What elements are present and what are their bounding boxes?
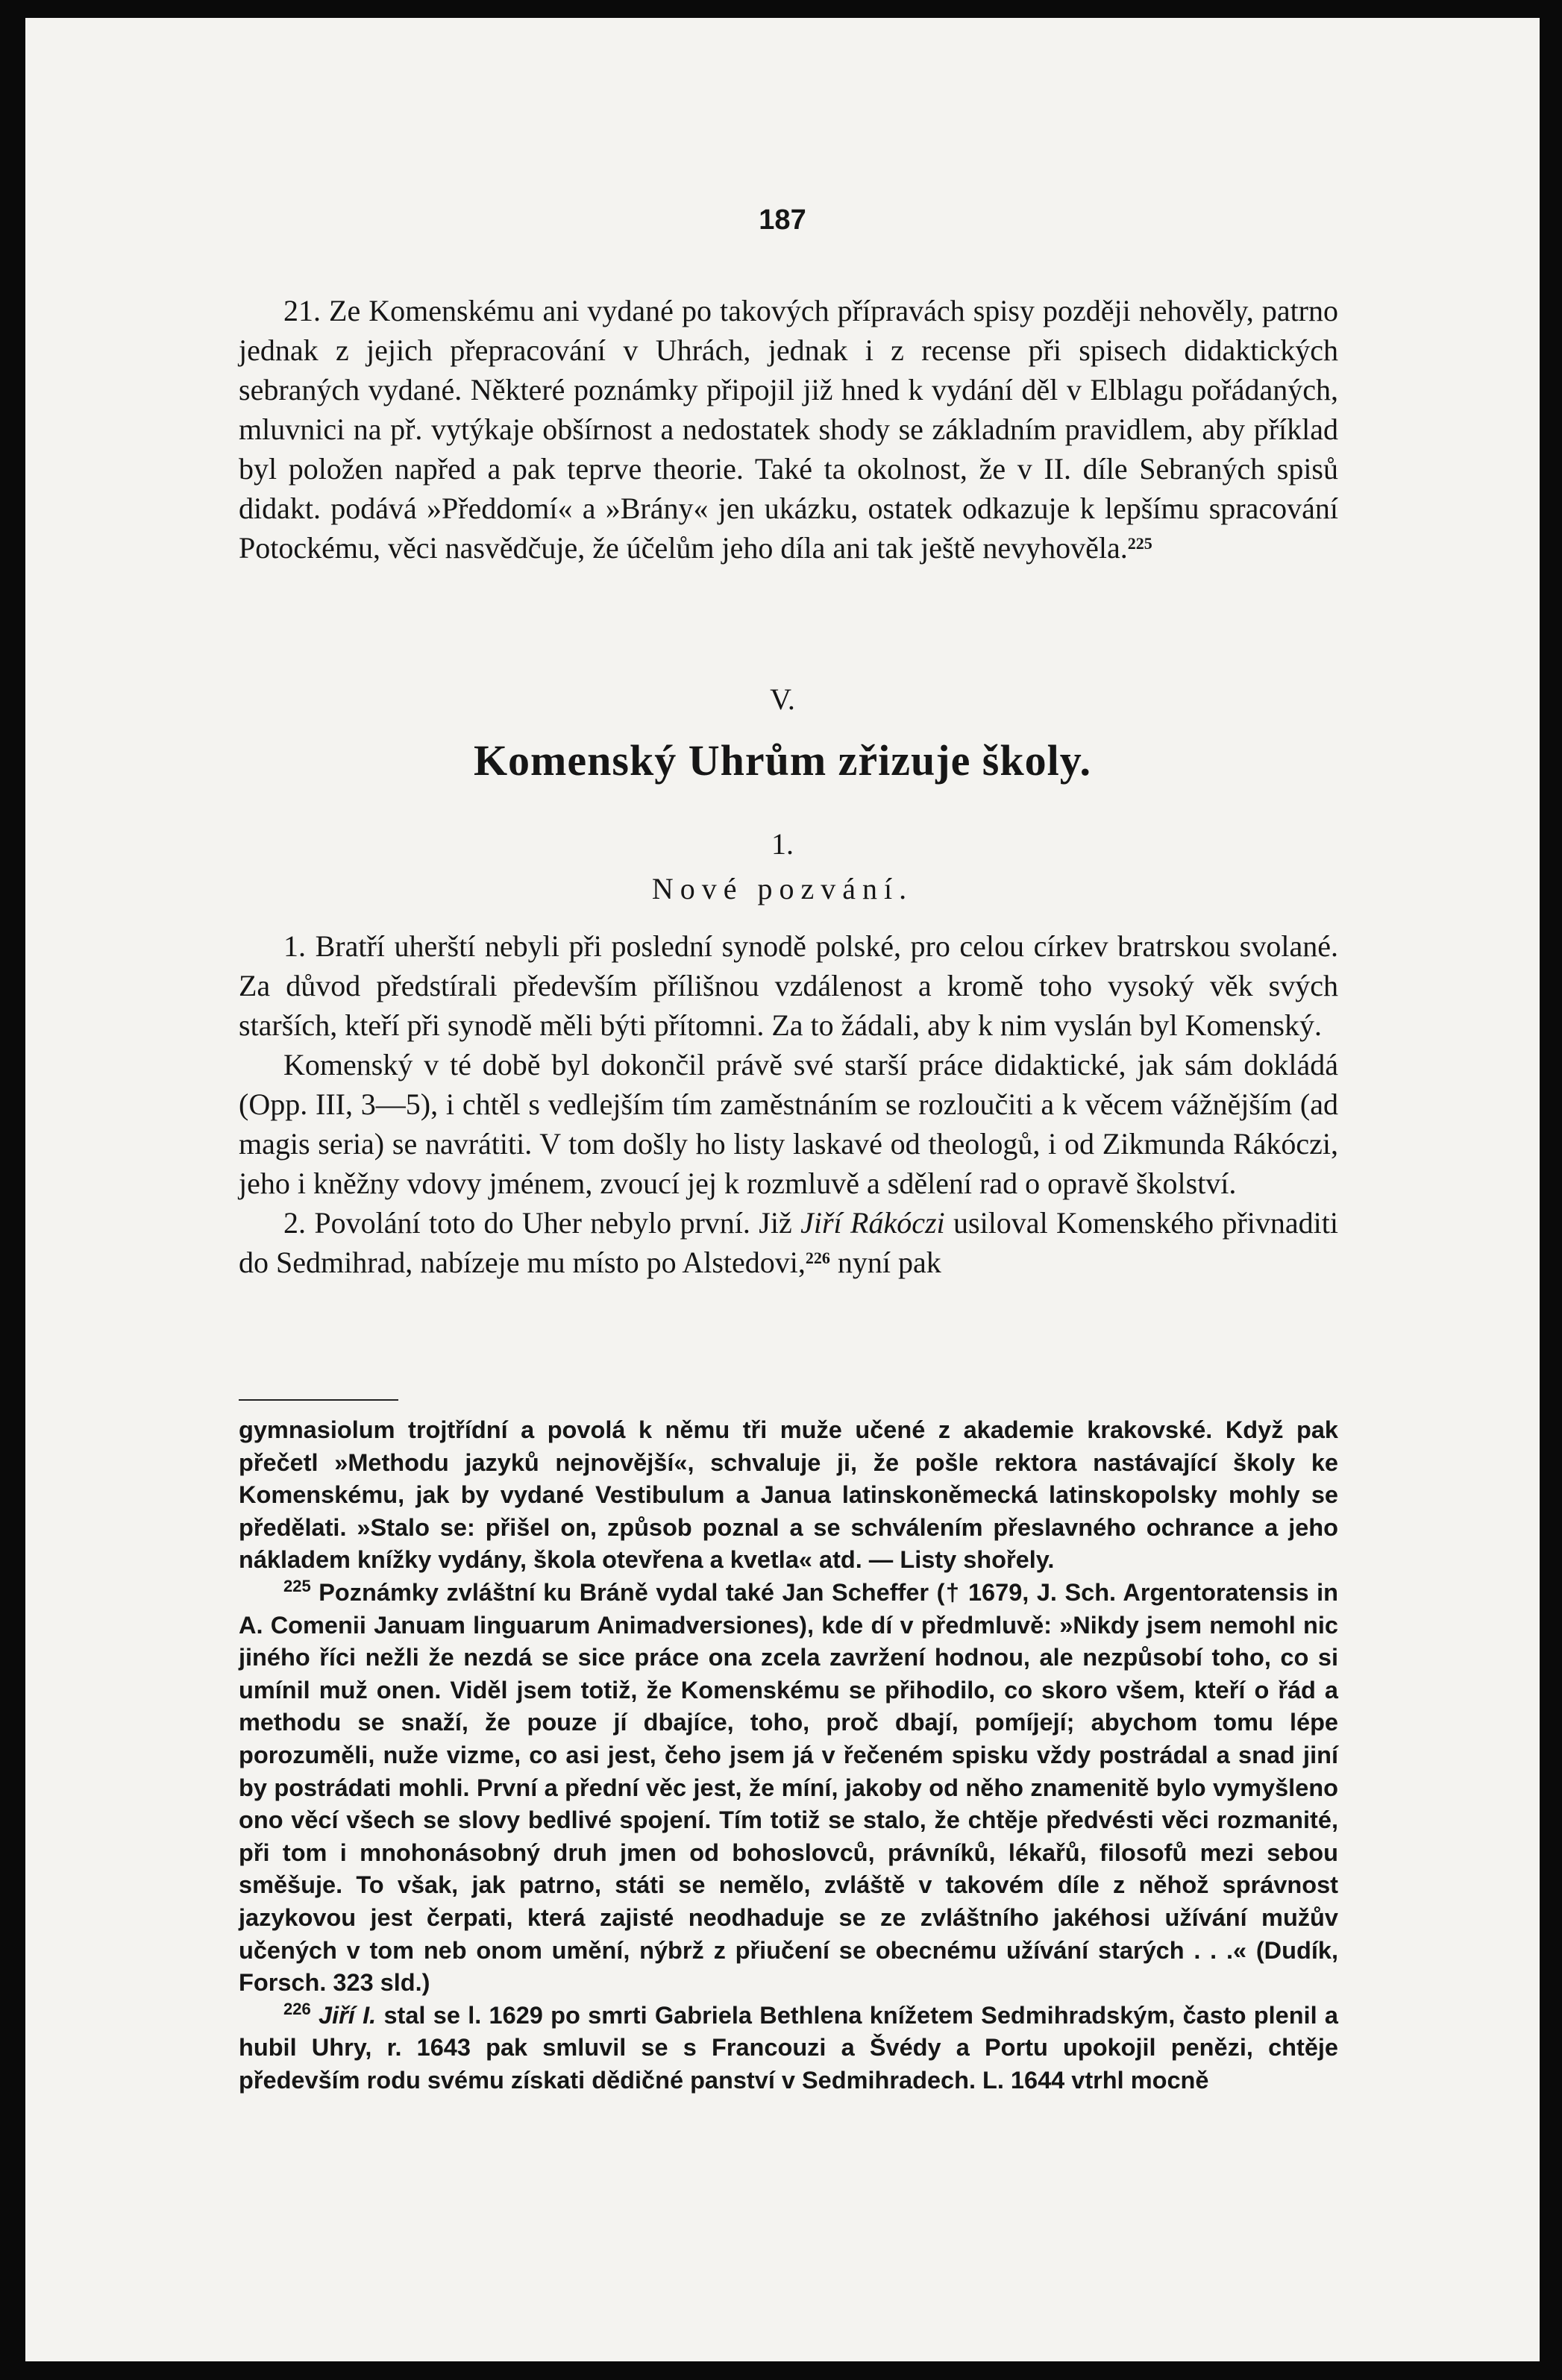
paragraph-2-middle: usiloval Komenského přivnaditi do Sedmihrad, nabízeje mu místo po Alstedovi, <box>239 1206 1339 1279</box>
section-number: 1. <box>771 827 794 861</box>
note-ref-225: 225 <box>1127 534 1152 553</box>
footnote-225-number: 225 <box>283 1576 311 1595</box>
person-name: Jiří Rákóczi <box>800 1206 945 1240</box>
chapter-number: V. <box>770 682 795 716</box>
book-page <box>25 18 1540 2361</box>
paragraph-2-start: 2. Povolání toto do Uher nebylo první. Již <box>283 1206 792 1240</box>
paragraph-2-end: nyní pak <box>837 1246 941 1279</box>
paragraph-2 <box>239 1203 1338 1282</box>
footnote-225 <box>239 1577 1338 2000</box>
footnote-226 <box>239 2000 1338 2097</box>
footnote-continued: gymnasiolum trojtřídní a povolá k němu tři muže učené z akademie krakovské. Když pak přečetl »Methodu jazyků nejnovější«, schvaluje ji, že pošle rektora nastávající školy ke Komenskému, jak by vydané Vestibulum a Janua latinskoněmecká latinskopolsky mohly se předělati. »Stalo se: přišel on, způsob poznal a se schválením přeslavného ochrance a jeho nákladem knížky vydány, škola otevřena a kvetla« atd. — Listy shořely. <box>239 1416 1338 1574</box>
paragraph-1b: Komenský v té době byl dokončil právě své starší práce didaktické, jak sám dokládá (Opp. III, 3—5), i chtěl s vedlejším tím zaměstnáním se rozloučiti a k věcem vážnějším (ad magis seria) se navrátiti. V tom došly ho listy laskavé od theologů, i od Zikmunda Rákóczi, jeho i kněžny vdovy jménem, zvoucí jej k rozmluvě a sdělení rad o opravě školství. <box>239 1048 1338 1200</box>
footnote-225-text: Poznámky zvláštní ku Bráně vydal také Jan Scheffer († 1679, J. Sch. Argentoratensis in A. Comenii Januam linguarum Animadversiones), kde dí v předmluvě: »Nikdy jsem nemohl nic jiného říci nežli že nezdá se sice práce ona zcela zavržení hodnou, ale nezpůsobí toho, co si umínil muž onen. Viděl jsem totiž, že Komenskému se přihodilo, co skoro všem, kteří o řád a methodu se snaží, že pouze jí dbajíce, toho, proč dbají, pomíjejí; abychom tomu lépe porozuměli, nuže vizme, co asi jest, čeho jsem já v řečeném spisku vždy postrádal a snad jiní by postrádati mohli. První a přední věc jest, že míní, jakoby od něho znamenitě bylo vymyšleno ono věcí všech se slovy bedlivé spojení. Tím totiž se stalo, že chtěje předvésti věci rozmanité, při tom i mnohonásobný druh jmen od bohoslovců, právníků, lékařů, filosofů mezi sebou směšuje. To však, jak patrno, státi se nemělo, zvláště v takovém díle z něhož správnost jazykovou jest čerpati, která zajisté neodhaduje se ze zvláštního jakéhosi užívání mužův učených v tom neb onom umění, nýbrž z přiučení se obecnému užívání starých . . .« (Dudík, Forsch. 323 sld.) <box>239 1578 1339 1997</box>
note-ref-226: 226 <box>805 1249 830 1267</box>
main-text <box>239 926 1338 1282</box>
footnote-226-name: Jiří I. <box>319 2001 377 2029</box>
footnote-226-number: 226 <box>283 1999 311 2018</box>
footnotes <box>239 1414 1338 2097</box>
chapter-title: Komenský Uhrům zřizuje školy. <box>473 736 1092 785</box>
paragraph-1: 1. Bratří uherští nebyli při poslední synodě polské, pro celou církev bratrskou svolané. Za důvod předstírali především přílišnou vzdálenost a kromě toho vysoký věk svých starších, kteří při synodě měli býti přítomni. Za to žádali, aby k nim vyslán byl Komenský. <box>239 929 1338 1042</box>
paragraph-21-text: 21. Ze Komenskému ani vydané po takových přípravách spisy později nehověly, patrno jednak z jejich přepracování v Uhrách, jednak i z recense při spisech didaktických sebraných vydané. Některé poznámky připojil již hned k vydání děl v Elblagu pořádaných, mluvnici na př. vytýkaje obšírnost a nedostatek shody se základním pravidlem, aby příklad byl položen napřed a pak teprve theorie. Také ta okolnost, že v II. díle Sebraných spisů didakt. podává »Předdomí« a »Brány« jen ukázku, ostatek odkazuje k lepšímu spracování Potockému, věci nasvědčuje, že účelům jeho díla ani tak ještě nevyhověla. <box>239 294 1338 565</box>
paragraph-21 <box>239 291 1338 568</box>
section-title: Nové pozvání. <box>651 872 914 905</box>
footnote-divider <box>239 1399 398 1401</box>
page-number: 187 <box>759 204 806 236</box>
footnote-226-text: stal se l. 1629 po smrti Gabriela Bethlena knížetem Sedmihradským, často plenil a hubil Uhry, r. 1643 pak smluvil se s Francouzi a Švédy a Portu upokojil penězi, chtěje především rodu svému získati dědičné panství v Sedmihradech. L. 1644 vtrhl mocně <box>239 2001 1339 2094</box>
